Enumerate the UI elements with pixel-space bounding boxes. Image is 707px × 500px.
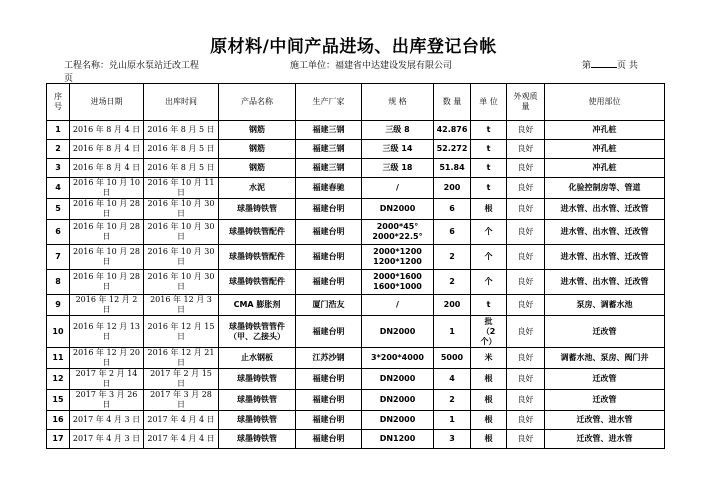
cell-unit: 根 — [471, 369, 507, 390]
cell-qty: 6 — [434, 199, 471, 220]
cell-maker: 福建台明 — [296, 270, 362, 295]
cell-spec: DN2000 — [362, 199, 434, 220]
cell-in-date: 2016 年 10 月 28 日 — [70, 270, 144, 295]
cell-in-date: 2017 年 4 月 3 日 — [70, 430, 144, 449]
cell-qty: 200 — [434, 295, 471, 316]
cell-product: CMA 膨胀剂 — [219, 295, 296, 316]
cell-quality: 良好 — [507, 295, 545, 316]
table-row — [47, 348, 665, 369]
cell-product: 止水钢板 — [219, 348, 296, 369]
cell-in-date: 2017 年 2 月 14 日 — [70, 369, 144, 390]
cell-unit: t — [471, 121, 507, 140]
table-row — [47, 121, 665, 140]
construction-unit: 施工单位：福建省中达建设发展有限公司 — [290, 61, 453, 71]
table-row — [47, 220, 665, 245]
ledger-body — [47, 121, 665, 449]
header-product: 产品名称 — [219, 84, 296, 121]
cell-qty: 2 — [434, 390, 471, 411]
cell-out-time: 2017 年 2 月 15 日 — [144, 369, 219, 390]
cell-out-time: 2017 年 4 月 4 日 — [144, 411, 219, 430]
cell-spec: 3*200*4000 — [362, 348, 434, 369]
cell-product: 钢筋 — [219, 140, 296, 159]
cell-maker: 福建台明 — [296, 430, 362, 449]
cell-seq: 16 — [47, 411, 70, 430]
cell-qty: 2 — [434, 245, 471, 270]
cell-product: 钢筋 — [219, 121, 296, 140]
cell-product: 球墨铸铁管配件 — [219, 220, 296, 245]
ledger-table — [46, 83, 665, 449]
cell-usage: 冲孔桩 — [545, 121, 665, 140]
header-out-time: 出库时间 — [144, 84, 219, 121]
cell-unit: 根 — [471, 430, 507, 449]
cell-usage: 泵房、调蓄水池 — [545, 295, 665, 316]
cell-unit: 个 — [471, 220, 507, 245]
cell-product: 球墨铸铁管 — [219, 430, 296, 449]
cell-quality: 良好 — [507, 159, 545, 178]
cell-qty: 4 — [434, 369, 471, 390]
cell-spec: 2000*1200 1200*1200 — [362, 245, 434, 270]
cell-out-time: 2017 年 4 月 4 日 — [144, 430, 219, 449]
cell-usage: 进水管、出水管、迁改管 — [545, 199, 665, 220]
page-prefix: 第 — [582, 61, 592, 71]
cell-in-date: 2016 年 8 月 4 日 — [70, 159, 144, 178]
cell-quality: 良好 — [507, 245, 545, 270]
cell-out-time: 2016 年 10 月 30 日 — [144, 270, 219, 295]
page-suffix: 页 — [64, 74, 74, 84]
cell-out-time: 2016 年 12 月 21 日 — [144, 348, 219, 369]
cell-quality: 良好 — [507, 316, 545, 348]
cell-product: 球墨铸铁管 — [219, 369, 296, 390]
cell-seq: 17 — [47, 430, 70, 449]
table-row — [47, 369, 665, 390]
table-row — [47, 178, 665, 199]
cell-maker: 福建春驰 — [296, 178, 362, 199]
page-title: 原材料/中间产品进场、出库登记台帐 — [210, 37, 497, 57]
cell-qty: 3 — [434, 430, 471, 449]
table-row — [47, 430, 665, 449]
cell-quality: 良好 — [507, 369, 545, 390]
cell-usage: 进水管、出水管、迁改管 — [545, 270, 665, 295]
cell-seq: 11 — [47, 348, 70, 369]
cell-product: 球墨铸铁管 — [219, 390, 296, 411]
cell-quality: 良好 — [507, 199, 545, 220]
cell-maker: 福建三钢 — [296, 121, 362, 140]
table-row — [47, 199, 665, 220]
cell-unit: t — [471, 178, 507, 199]
cell-quality: 良好 — [507, 270, 545, 295]
header-usage: 使用部位 — [545, 84, 665, 121]
cell-maker: 福建台明 — [296, 411, 362, 430]
cell-qty: 6 — [434, 220, 471, 245]
cell-usage: 进水管、出水管、迁改管 — [545, 245, 665, 270]
page-number-blank — [591, 59, 617, 68]
cell-in-date: 2016 年 12 月 2 日 — [70, 295, 144, 316]
cell-qty: 42.876 — [434, 121, 471, 140]
cell-spec: DN2000 — [362, 316, 434, 348]
cell-spec: DN2000 — [362, 369, 434, 390]
cell-product: 钢筋 — [219, 159, 296, 178]
cell-unit: 批 （2 个） — [471, 316, 507, 348]
cell-seq: 8 — [47, 270, 70, 295]
cell-seq: 15 — [47, 390, 70, 411]
cell-product: 球墨铸铁管配件 — [219, 245, 296, 270]
cell-qty: 5000 — [434, 348, 471, 369]
cell-maker: 厦门浩友 — [296, 295, 362, 316]
header-spec: 规 格 — [362, 84, 434, 121]
cell-out-time: 2016 年 8 月 5 日 — [144, 121, 219, 140]
cell-spec: 2000*45° 2000*22.5° — [362, 220, 434, 245]
table-row — [47, 270, 665, 295]
cell-seq: 4 — [47, 178, 70, 199]
cell-maker: 福建台明 — [296, 199, 362, 220]
cell-in-date: 2016 年 10 月 28 日 — [70, 220, 144, 245]
cell-out-time: 2017 年 3 月 28 日 — [144, 390, 219, 411]
cell-qty: 2 — [434, 270, 471, 295]
cell-usage: 迁改管、进水管 — [545, 430, 665, 449]
cell-out-time: 2016 年 8 月 5 日 — [144, 159, 219, 178]
cell-quality: 良好 — [507, 140, 545, 159]
cell-spec: 三级 14 — [362, 140, 434, 159]
cell-usage: 迁改管 — [545, 390, 665, 411]
cell-usage: 化验控制房等、管道 — [545, 178, 665, 199]
cell-quality: 良好 — [507, 430, 545, 449]
cell-quality: 良好 — [507, 121, 545, 140]
table-row — [47, 159, 665, 178]
cell-out-time: 2016 年 10 月 30 日 — [144, 199, 219, 220]
cell-unit: t — [471, 140, 507, 159]
cell-in-date: 2016 年 10 月 28 日 — [70, 245, 144, 270]
cell-seq: 12 — [47, 369, 70, 390]
cell-spec: 三级 18 — [362, 159, 434, 178]
header-row — [47, 84, 665, 121]
cell-unit: 根 — [471, 199, 507, 220]
cell-quality: 良好 — [507, 411, 545, 430]
cell-maker: 福建台明 — [296, 220, 362, 245]
cell-usage: 迁改管 — [545, 316, 665, 348]
cell-usage: 冲孔桩 — [545, 140, 665, 159]
cell-seq: 3 — [47, 159, 70, 178]
cell-seq: 7 — [47, 245, 70, 270]
cell-seq: 10 — [47, 316, 70, 348]
cell-seq: 6 — [47, 220, 70, 245]
cell-qty: 1 — [434, 316, 471, 348]
cell-in-date: 2016 年 12 月 20 日 — [70, 348, 144, 369]
cell-quality: 良好 — [507, 390, 545, 411]
cell-usage: 冲孔桩 — [545, 159, 665, 178]
cell-maker: 福建三钢 — [296, 140, 362, 159]
table-row — [47, 245, 665, 270]
cell-product: 球墨铸铁管 — [219, 411, 296, 430]
cell-unit: t — [471, 295, 507, 316]
header-unit: 单 位 — [471, 84, 507, 121]
cell-quality: 良好 — [507, 348, 545, 369]
cell-qty: 52.272 — [434, 140, 471, 159]
cell-out-time: 2016 年 10 月 11 日 — [144, 178, 219, 199]
cell-product: 球墨铸铁管配件 — [219, 270, 296, 295]
cell-out-time: 2016 年 12 月 15 日 — [144, 316, 219, 348]
cell-spec: 三级 8 — [362, 121, 434, 140]
header-quality: 外观质 量 — [507, 84, 545, 121]
cell-maker: 福建三钢 — [296, 159, 362, 178]
table-row — [47, 390, 665, 411]
header-qty: 数 量 — [434, 84, 471, 121]
cell-usage: 进水管、出水管、迁改管 — [545, 220, 665, 245]
cell-product: 水泥 — [219, 178, 296, 199]
cell-in-date: 2016 年 8 月 4 日 — [70, 121, 144, 140]
cell-unit: 个 — [471, 245, 507, 270]
cell-maker: 福建台明 — [296, 390, 362, 411]
cell-in-date: 2017 年 3 月 26 日 — [70, 390, 144, 411]
cell-unit: 个 — [471, 270, 507, 295]
cell-maker: 福建台明 — [296, 369, 362, 390]
cell-usage: 迁改管、进水管 — [545, 411, 665, 430]
cell-spec: / — [362, 295, 434, 316]
header-seq: 序 号 — [47, 84, 70, 121]
cell-product: 球墨铸铁管 — [219, 199, 296, 220]
cell-qty: 1 — [434, 411, 471, 430]
table-row — [47, 316, 665, 348]
cell-in-date: 2017 年 4 月 3 日 — [70, 411, 144, 430]
cell-unit: t — [471, 159, 507, 178]
cell-in-date: 2016 年 12 月 13 日 — [70, 316, 144, 348]
cell-out-time: 2016 年 10 月 30 日 — [144, 245, 219, 270]
cell-qty: 200 — [434, 178, 471, 199]
cell-qty: 51.84 — [434, 159, 471, 178]
cell-unit: 根 — [471, 390, 507, 411]
cell-maker: 江苏沙钢 — [296, 348, 362, 369]
cell-seq: 2 — [47, 140, 70, 159]
cell-in-date: 2016 年 10 月 28 日 — [70, 199, 144, 220]
cell-maker: 福建台明 — [296, 245, 362, 270]
cell-unit: 米 — [471, 348, 507, 369]
header-in-date: 进场日期 — [70, 84, 144, 121]
cell-seq: 9 — [47, 295, 70, 316]
cell-quality: 良好 — [507, 220, 545, 245]
cell-spec: DN2000 — [362, 390, 434, 411]
cell-in-date: 2016 年 10 月 10 日 — [70, 178, 144, 199]
project-name: 工程名称：兑山原水泵站迁改工程 — [64, 61, 200, 71]
cell-out-time: 2016 年 8 月 5 日 — [144, 140, 219, 159]
header-maker: 生产厂家 — [296, 84, 362, 121]
cell-seq: 5 — [47, 199, 70, 220]
cell-out-time: 2016 年 12 月 3 日 — [144, 295, 219, 316]
cell-usage: 调蓄水池、泵房、阀门井 — [545, 348, 665, 369]
cell-quality: 良好 — [507, 178, 545, 199]
cell-unit: 根 — [471, 411, 507, 430]
page-number — [582, 58, 638, 71]
cell-in-date: 2016 年 8 月 4 日 — [70, 140, 144, 159]
table-row — [47, 411, 665, 430]
cell-spec: DN1200 — [362, 430, 434, 449]
cell-product: 球墨铸铁管管件 （甲、乙接头） — [219, 316, 296, 348]
cell-maker: 福建台明 — [296, 316, 362, 348]
table-row — [47, 295, 665, 316]
cell-out-time: 2016 年 10 月 30 日 — [144, 220, 219, 245]
page-mid: 页 共 — [617, 61, 638, 71]
table-row — [47, 140, 665, 159]
cell-spec: / — [362, 178, 434, 199]
cell-usage: 迁改管 — [545, 369, 665, 390]
cell-spec: 2000*1600 1600*1000 — [362, 270, 434, 295]
cell-spec: DN2000 — [362, 411, 434, 430]
cell-seq: 1 — [47, 121, 70, 140]
